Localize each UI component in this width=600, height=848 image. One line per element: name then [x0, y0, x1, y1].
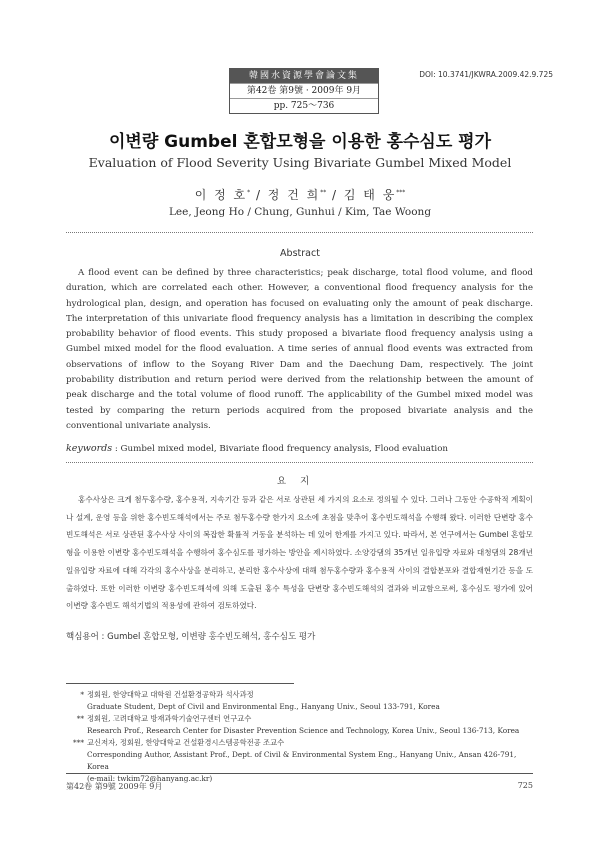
author-3-mark: ***: [396, 189, 406, 196]
footnote-text-ko: 정회원, 한양대학교 대학원 건설환경공학과 석사과정: [87, 690, 254, 699]
authors-korean: [0, 186, 600, 203]
divider: [66, 232, 533, 233]
authors-english: Lee, Jeong Ho / Chung, Gunhui / Kim, Tae Woong: [168, 206, 432, 218]
footnote-3: [66, 737, 536, 749]
footnotes: [66, 689, 536, 785]
keywords-text: : Gumbel mixed model, Bivariate flood frequency analysis, Flood evaluation: [112, 444, 449, 454]
footnote-text-ko: 교신저자, 정회원, 한양대학교 건설환경시스템공학전공 조교수: [87, 738, 285, 747]
divider: [66, 462, 533, 463]
journal-pages: pp. 725～736: [230, 98, 378, 113]
journal-info-box: [229, 68, 379, 114]
footnote-1: [66, 689, 536, 701]
journal-volume: 第42卷 第9號 · 2009年 9月: [230, 83, 378, 98]
footer-rule: [66, 773, 533, 774]
footnote-mark: *: [80, 690, 84, 699]
author-1: 이 정 호: [194, 188, 248, 202]
author-1-mark: *: [247, 189, 251, 196]
title-english: Evaluation of Flood Severity Using Bivariate Gumbel Mixed Model: [88, 155, 512, 170]
abstract-text: A flood event can be defined by three characteristics; peak discharge, total flood volume, and flood duration, which are correlated each other. However, a conventional flood frequency analysis for the hydrological plan, design, and operation has focused on evaluating only the amount of peak discharge. The interpretation of this univariate flood frequency analysis has a limitation in describing the complex probability behavior of flood events. This study proposed a bivariate flood frequency analysis using a Gumbel mixed model for the flood evaluation. A time series of annual flood events was extracted from observations of inflow to the Soyang River Dam and the Daechung Dam, respectively. The joint probability distribution and return period were derived from the relationship between the amount of peak discharge and the total volume of flood runoff. The applicability of the Gumbel mixed model was tested by comparing the return periods acquired from the proposed bivariate analysis and the conventional univariate analysis.: [66, 268, 533, 431]
footnote-text-en: Research Prof., Research Center for Disaster Prevention Science and Technology, Korea Univ., Seoul 136-713, Korea: [87, 726, 520, 735]
footnote-text-ko: 정회원, 고려대학교 방재과학기술연구센터 연구교수: [87, 714, 252, 723]
summary-text: 홍수사상은 크게 첨두홍수량, 홍수용적, 지속기간 등과 같은 서로 상관된 세 가지의 요소로 정의될 수 있다. 그러나 그동안 수공학적 계획이나 설계, 운영 등을 위한 홍수빈도해석에서는 주로 첨두홍수량 한가지 요소에 초점을 맞추어 홍수빈도해석을 수행해 왔다. 이러한 단변량 홍수빈도해석은 서로 상관된 홍수사상 사이의 복잡한 확률적 거동을 분석하는 데 있어 한계를 가지고 있다. 따라서, 본 연구에서는 Gumbel 혼합모형을 이용한 이변량 홍수빈도해석을 수행하여 홍수심도를 평가하는 방안을 제시하였다. 소양강댐의 35개년 일유입량 자료와 대청댐의 28개년 일유입량 자료에 대해 각각의 홍수사상을 분리하고, 분리한 홍수사상에 대해 첨두홍수량과 홍수용적 사이의 결합분포와 결합재현기간 등을 도출하였다. 또한 이러한 이변량 홍수빈도해석에 의해 도출된 홍수 특성을 단변량 홍수빈도해석의 결과와 비교함으로써, 홍수심도 평가에 있어 이변량 홍수빈도 해석기법의 적용성에 관하여 검토하였다.: [66, 495, 533, 611]
footnote-rule: [66, 683, 294, 684]
author-2-mark: **: [320, 189, 327, 196]
footnote-text-en: Graduate Student, Dept of Civil and Environmental Eng., Hanyang Univ., Seoul 133-791, Korea: [87, 702, 440, 711]
summary-heading: 요지: [276, 476, 324, 487]
footer-journal: 第42卷 第9號 2009年 9月: [66, 782, 163, 791]
journal-name: 韓國水資源學會論文集: [230, 69, 378, 83]
footnote-mark: ***: [73, 738, 84, 747]
footnote-2: [66, 713, 536, 725]
keywords: [66, 443, 533, 454]
abstract-heading: Abstract: [280, 248, 320, 259]
footnote-mark: **: [76, 714, 84, 723]
page-number: 725: [517, 781, 533, 790]
title-korean: 이변량 Gumbel 혼합모형을 이용한 홍수심도 평가: [108, 132, 492, 152]
doi: DOI: 10.3741/JKWRA.2009.42.9.725: [419, 70, 553, 79]
author-3: / 김 태 웅: [332, 188, 397, 202]
author-2: / 정 건 희: [255, 188, 321, 202]
keywords-korean: 핵심용어 : Gumbel 혼합모형, 이변량 홍수빈도해석, 홍수심도 평가: [66, 632, 316, 642]
keywords-label: keywords: [66, 443, 113, 454]
footnote-text-en: Corresponding Author, Assistant Prof., Dept. of Civil & Environmental System Eng., Hanyang Univ., Ansan 426-791, Korea: [87, 750, 517, 771]
footnote-email: (e-mail: twkim72@hanyang.ac.kr): [87, 774, 213, 783]
